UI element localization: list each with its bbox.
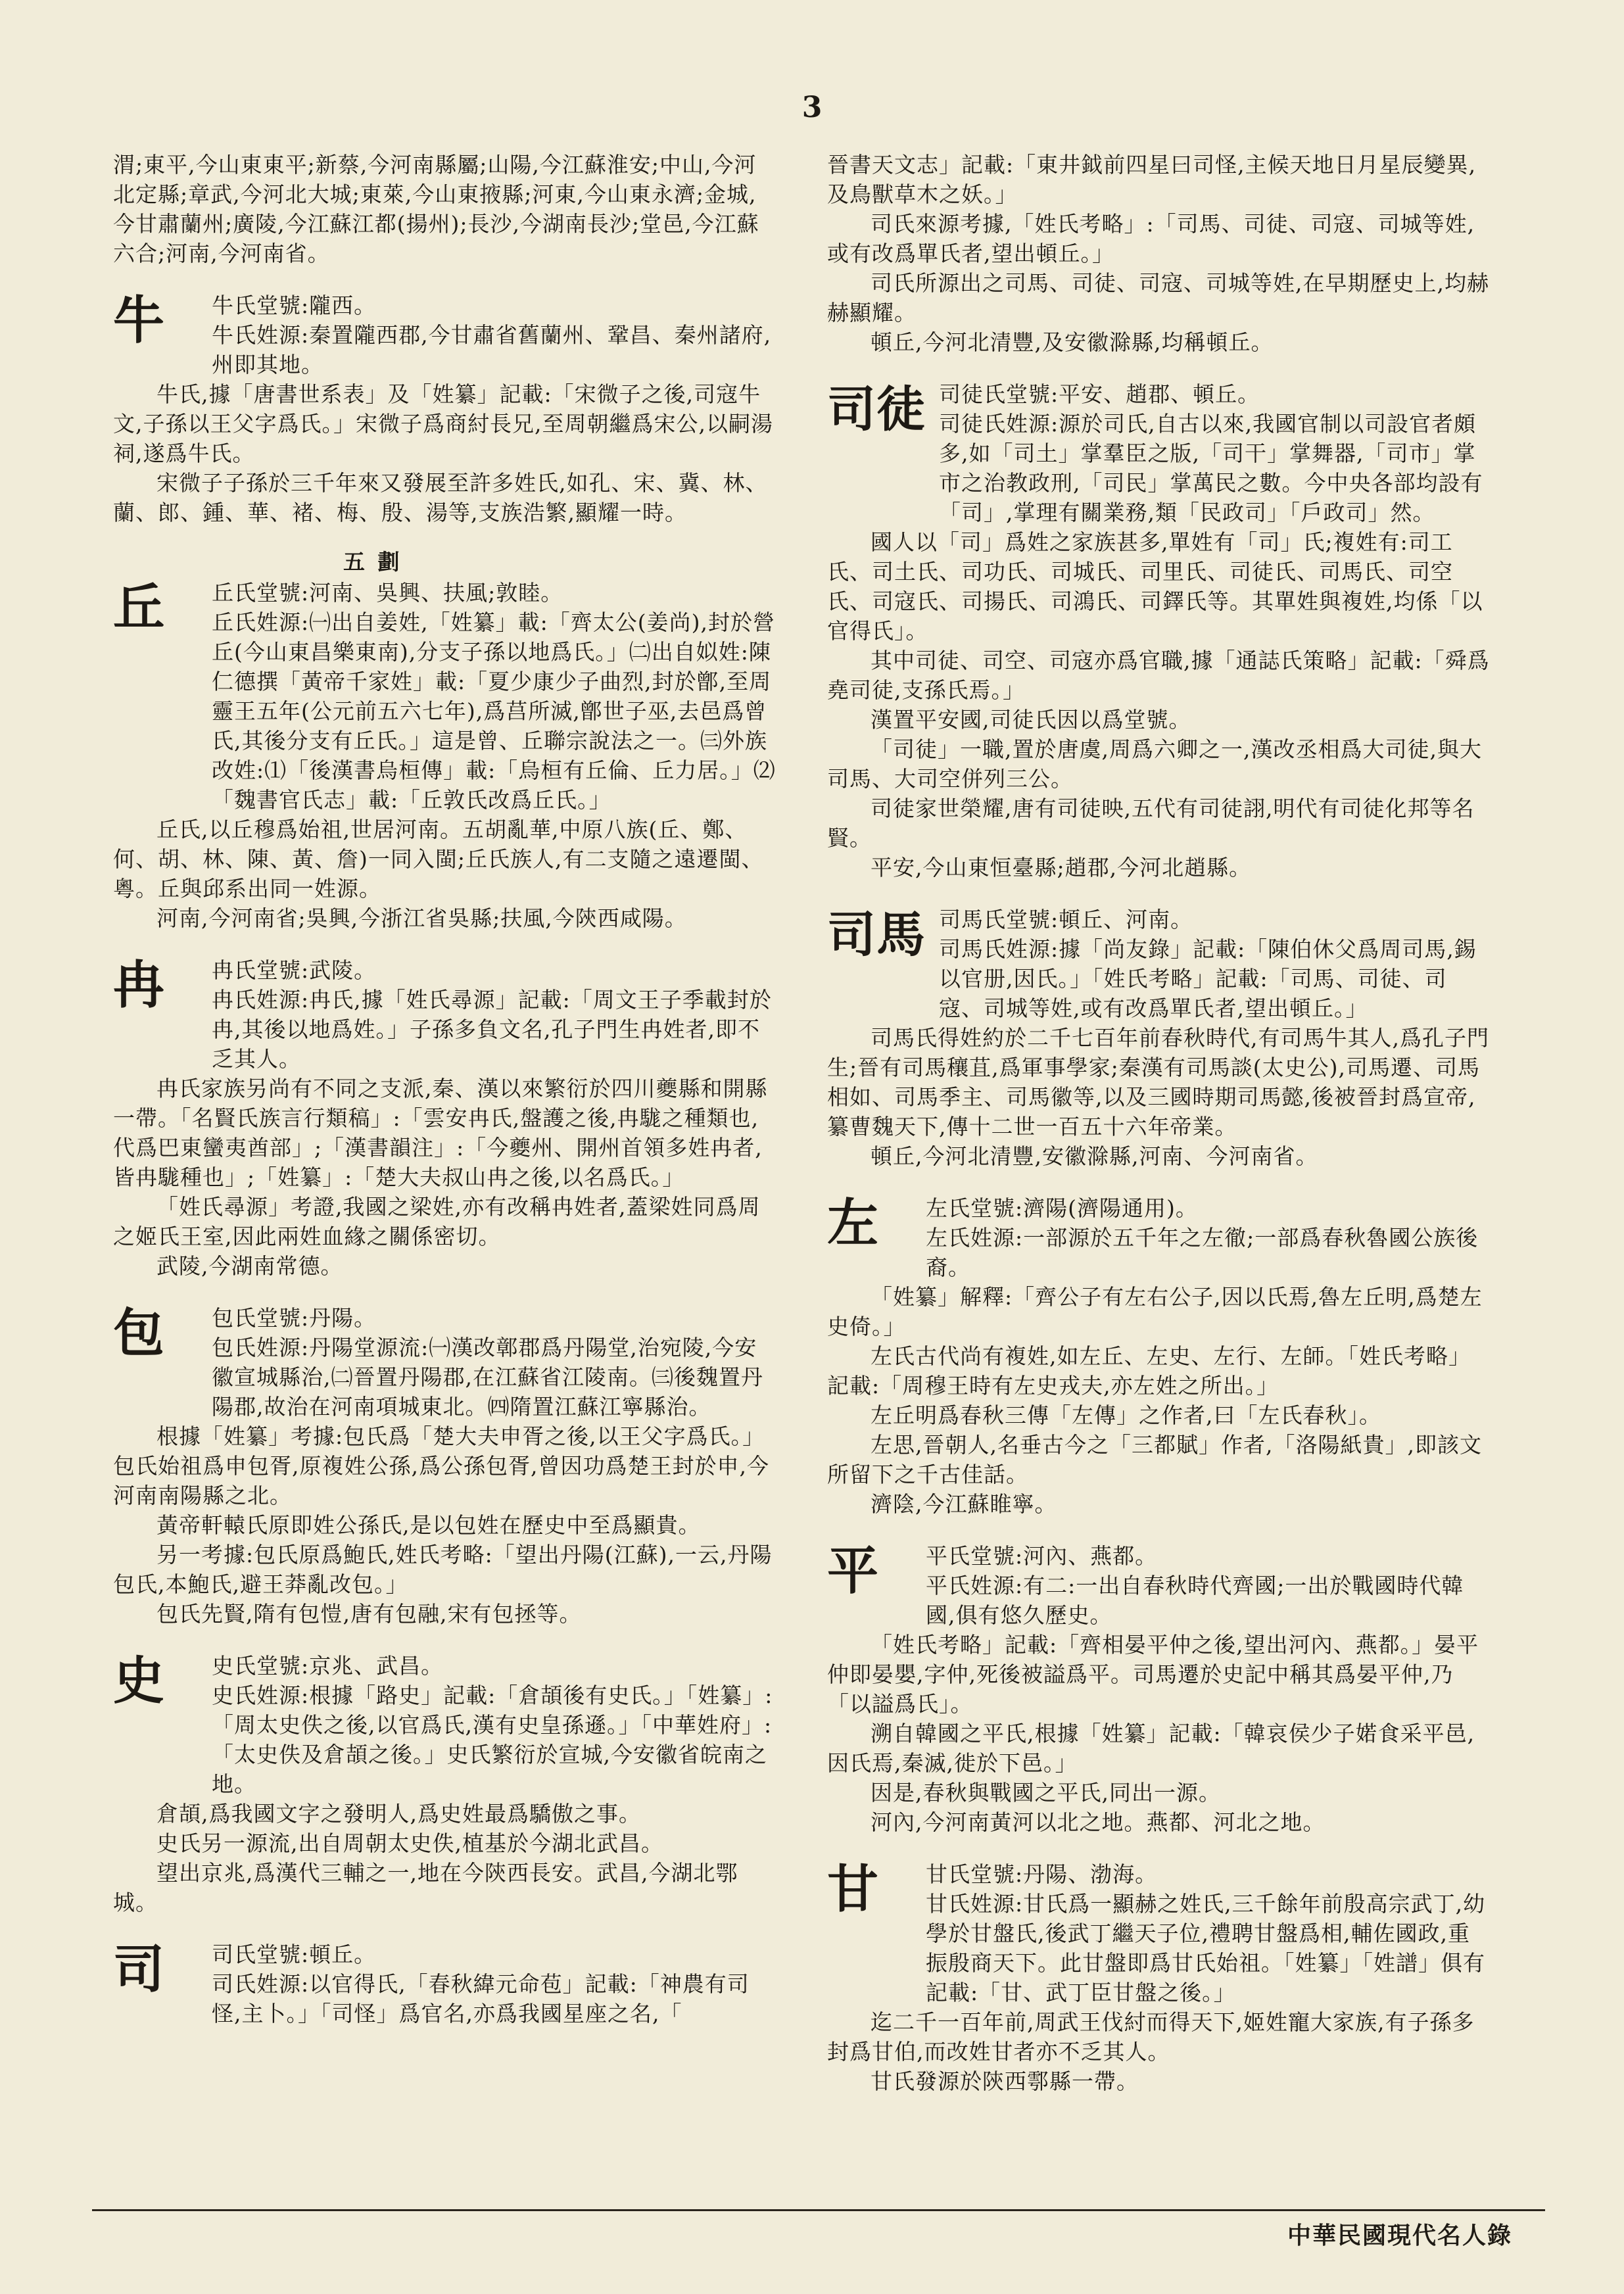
paragraph: 濟陰,今江蘇睢寧。 [871,1491,1057,1517]
paragraph: 牛氏,據「唐書世系表」及「姓纂」記載:「宋微子之後,司寇牛文,子孫以王父字爲氏。」宋微子爲商紂長兄,至周朝繼爲宋公,以嗣湯祠,遂爲牛氏。 [113,381,773,466]
surname-origin: 左氏姓源:一部源於五千年之左徹;一部爲春秋魯國公族後裔。 [926,1225,1479,1280]
paragraph: 丘氏,以丘穆爲始祖,世居河南。五胡亂華,中原八族(丘、鄭、何、胡、林、陳、黃、詹)一同入閩;丘氏族人,有二支隨之遠遷閩、粵。丘與邱系出同一姓源。 [113,817,764,901]
surname-glyph: 左 [827,1193,880,1253]
surname-glyph: 丘 [113,578,166,638]
footer-title: 中華民國現代名人錄 [1287,2222,1512,2249]
page-number: 3 [801,91,823,124]
paragraph: 其中司徒、司空、司寇亦爲官職,據「通誌氏策略」記載:「舜爲堯司徒,支孫氏焉。」 [827,648,1490,703]
paragraph: 溯自韓國之平氏,根據「姓纂」記載:「韓哀侯少子婼食采平邑,因氏焉,秦滅,徙於下邑。」 [827,1721,1475,1776]
surname-origin: 牛氏姓源:秦置隴西郡,今甘肅省舊蘭州、鞏昌、秦州諸府,州即其地。 [212,322,772,377]
paragraph: 武陵,今湖南常德。 [156,1253,343,1279]
paragraph: 左思,晉朝人,名垂古今之「三都賦」作者,「洛陽紙貴」,即該文所留下之千古佳話。 [827,1432,1482,1487]
right-column [827,150,1491,2096]
hall-name: 左氏堂號:濟陽(濟陽通用)。 [926,1195,1198,1221]
paragraph: 頓丘,今河北清豐,及安徽滁縣,均稱頓丘。 [871,329,1274,355]
entry-situ [827,379,1491,882]
paragraph: 「姓纂」解釋:「齊公子有左右公子,因以氏焉,魯左丘明,爲楚左史倚。」 [827,1284,1483,1339]
paragraph: 司氏所源出之司馬、司徒、司寇、司城等姓,在早期歷史上,均赫赫顯耀。 [827,270,1489,325]
surname-glyph: 牛 [113,291,166,350]
entry-ping [827,1541,1491,1837]
entry-sima [827,905,1491,1171]
paragraph: 國人以「司」爲姓之家族甚多,單姓有「司」氏;複姓有:司工氏、司土氏、司功氏、司城氏、司里氏、司徒氏、司馬氏、司空氏、司寇氏、司揚氏、司鴻氏、司鐸氏等。其單姓與複姓,均係「以官得氏」。 [827,529,1483,644]
entry-gan [827,1859,1491,2096]
entry-shi [113,1651,777,1917]
entry-ran [113,955,777,1281]
paragraph: 甘氏發源於陝西鄠縣一帶。 [871,2068,1139,2094]
paragraph: 左丘明爲春秋三傳「左傳」之作者,曰「左氏春秋」。 [871,1402,1381,1428]
surname-origin: 包氏姓源:丹陽堂源流:㈠漢改鄣郡爲丹陽堂,治宛陵,今安徽宣城縣治,㈡晉置丹陽郡,在江蘇省江陵南。㈢後魏置丹陽郡,故治在河南項城東北。㈣隋置江蘇江寧縣治。 [212,1335,763,1420]
hall-name: 司徒氏堂號:平安、趙郡、頓丘。 [939,381,1260,407]
hall-name: 史氏堂號:京兆、武昌。 [212,1653,444,1679]
surname-origin: 司氏姓源:以官得氏,「春秋緯元命苞」記載:「神農有司怪,主卜。」「司怪」爲官名,亦爲我國星座之名,「 [212,1971,750,2026]
paragraph: 頓丘,今河北清豐,安徽滁縣,河南、今河南省。 [871,1143,1318,1169]
surname-glyph: 包 [113,1303,166,1363]
surname-glyph: 司徒 [827,381,926,438]
paragraph: 「司徒」一職,置於唐虞,周爲六卿之一,漢改丞相爲大司徒,與大司馬、大司空併列三公。 [827,736,1482,792]
paragraph: 「姓氏尋源」考證,我國之梁姓,亦有改稱冉姓者,蓋梁姓同爲周之姬氏王室,因此兩姓血緣之關係密切。 [113,1194,761,1249]
surname-origin: 司馬氏姓源:據「尚友錄」記載:「陳伯休父爲周司馬,錫以官册,因氏。」「姓氏考略」記載:「司馬、司徒、司寇、司城等姓,或有改爲單氏者,望出頓丘。」 [939,936,1477,1021]
section-heading: 五 劃 [343,549,402,575]
paragraph: 因是,春秋與戰國之平氏,同出一源。 [871,1780,1221,1805]
hall-name: 平氏堂號:河內、燕都。 [926,1543,1158,1569]
hall-name: 甘氏堂號:丹陽、渤海。 [926,1861,1158,1887]
surname-glyph: 史 [113,1651,166,1711]
hall-name: 包氏堂號:丹陽。 [212,1305,377,1331]
surname-glyph: 平 [827,1541,880,1601]
entry-si [113,1940,777,2028]
paragraph: 「姓氏考略」記載:「齊相晏平仲之後,望出河內、燕都。」晏平仲即晏嬰,字仲,死後被謚爲平。司馬遷於史記中稱其爲晏平仲,乃「以謚爲氏」。 [827,1632,1479,1717]
paragraph: 平安,今山東恒臺縣;趙郡,今河北趙縣。 [871,855,1252,880]
paragraph: 另一考據:包氏原爲鮑氏,姓氏考略:「望出丹陽(江蘇),一云,丹陽包氏,本鮑氏,避王莽亂改包。」 [113,1542,773,1597]
paragraph: 司馬氏得姓約於二千七百年前春秋時代,有司馬牛其人,爲孔子門生;晉有司馬穰苴,爲軍事學家;秦漢有司馬談(太史公),司馬遷、司馬相如、司馬季主、司馬徽等,以及三國時期司馬懿,後被晉封爲宣帝,纂曹魏天下,傳十二世一百五十六年帝業。 [827,1025,1489,1139]
paragraph: 左氏古代尚有複姓,如左丘、左史、左行、左師。「姓氏考略」記載:「周穆王時有左史戎夫,亦左姓之所出。」 [827,1343,1471,1398]
paragraph: 漢置平安國,司徒氏因以爲堂號。 [871,707,1191,732]
surname-glyph: 冉 [113,955,166,1015]
paragraph: 黃帝軒轅氏原即姓公孫氏,是以包姓在歷史中至爲顯貴。 [156,1512,701,1538]
surname-origin: 甘氏姓源:甘氏爲一顯赫之姓氏,三千餘年前殷高宗武丁,幼學於甘盤氏,後武丁繼天子位,禮聘甘盤爲相,輔佐國政,重振殷商天下。此甘盤即爲甘氏始祖。「姓纂」「姓譜」俱有記載:「甘、武丁臣甘盤之後。」 [926,1891,1486,2005]
paragraph: 河南,今河南省;吳興,今浙江省吳縣;扶風,今陝西咸陽。 [156,905,687,931]
intro-paragraph: 渭;東平,今山東東平;新蔡,今河南縣屬;山陽,今江蘇淮安;中山,今河北定縣;章武,今河北大城;東萊,今山東掖縣;河東,今山東永濟;金城,今甘肅蘭州;廣陵,今江蘇江都(揚州);長沙,今湖南長沙;堂邑,今江蘇六合;河南,今河南省。 [113,152,759,266]
left-column [113,150,777,2028]
entry-zuo [827,1193,1491,1519]
surname-glyph: 司馬 [827,907,926,963]
paragraph: 司徒家世榮耀,唐有司徒映,五代有司徒詡,明代有司徒化邦等名賢。 [827,796,1475,851]
hall-name: 司馬氏堂號:頓丘、河南。 [939,907,1193,932]
surname-glyph: 司 [113,1940,166,1999]
paragraph: 根據「姓纂」考據:包氏爲「楚大夫申胥之後,以王父字爲氏。」包氏始祖爲申包胥,原複姓公孫,爲公孫包胥,曾因功爲楚王封於申,今河南南陽縣之北。 [113,1423,769,1508]
surname-origin: 司徒氏姓源:源於司氏,自古以來,我國官制以司設官者頗多,如「司土」掌羣臣之版,「司干」掌舞器,「司市」掌市之治教政刑,「司民」掌萬民之數。今中央各部均設有「司」,掌理有關業務,類「民政司」「戶政司」然。 [939,411,1483,525]
hall-name: 丘氏堂號:河南、吳興、扶風;敦睦。 [212,580,563,606]
paragraph: 冉氏家族另尚有不同之支派,秦、漢以來繁衍於四川夔縣和開縣一帶。「名賢氏族言行類稿」:「雲安冉氏,盤護之後,冉駹之種類也,代爲巴東蠻夷酋部」;「漢書韻注」:「今夔州、開州首領多姓冉者,皆冉駹種也」;「姓纂」:「楚大夫叔山冉之後,以名爲氏。」 [113,1076,768,1190]
entry-qiu [113,578,777,933]
paragraph: 望出京兆,爲漢代三輔之一,地在今陝西長安。武昌,今湖北鄂城。 [113,1860,738,1915]
hall-name: 冉氏堂號:武陵。 [212,957,377,983]
surname-origin: 平氏姓源:有二:一出自春秋時代齊國;一出於戰國時代韓國,俱有悠久歷史。 [926,1573,1464,1628]
paragraph: 倉頡,爲我國文字之發明人,爲史姓最爲驕傲之事。 [156,1801,641,1827]
surname-origin: 丘氏姓源:㈠出自姜姓,「姓纂」載:「齊太公(姜尚),封於營丘(今山東昌樂東南),分支子孫以地爲氏。」㈡出自姒姓:陳仁德撰「黃帝千家姓」載:「夏少康少子曲烈,封於鄫,至周靈王五年(公元前五六七年),爲莒所滅,鄫世子巫,去邑爲曾氏,其後分支有丘氏。」這是曾、丘聯宗說法之一。㈢外族改姓:⑴「後漢書烏桓傳」載:「烏桓有丘倫、丘力居。」⑵「魏書官氏志」載:「丘敦氏改爲丘氏。」 [212,609,776,813]
surname-glyph: 甘 [827,1859,880,1919]
paragraph: 宋微子子孫於三千年來又發展至許多姓氏,如孔、宋、冀、林、蘭、郎、鍾、華、褚、梅、殷、湯等,支族浩繁,顯耀一時。 [113,470,768,525]
hall-name: 牛氏堂號:隴西。 [212,293,377,318]
surname-origin: 冉氏姓源:冉氏,據「姓氏尋源」記載:「周文王子季載封於冉,其後以地爲姓。」子孫多負文名,孔子門生冉姓者,即不乏其人。 [212,987,772,1072]
entry-niu [113,291,777,527]
paragraph: 迄二千一百年前,周武王伐紂而得天下,姬姓寵大家族,有子孫多封爲甘伯,而改姓甘者亦不乏其人。 [827,2009,1475,2065]
hall-name: 司氏堂號:頓丘。 [212,1942,377,1967]
paragraph: 包氏先賢,隋有包愷,唐有包融,宋有包拯等。 [156,1601,582,1627]
paragraph: 晉書天文志」記載:「東井鉞前四星曰司怪,主候天地日月星辰變異,及鳥獸草木之妖。」 [827,152,1477,207]
paragraph: 司氏來源考據,「姓氏考略」:「司馬、司徒、司寇、司城等姓,或有改爲單氏者,望出頓丘。」 [827,211,1475,266]
paragraph: 史氏另一源流,出自周朝太史佚,植基於今湖北武昌。 [156,1830,663,1856]
entry-bao [113,1303,777,1629]
paragraph: 河內,今河南黃河以北之地。燕都、河北之地。 [871,1809,1325,1835]
footer-rule [92,2209,1545,2211]
surname-origin: 史氏姓源:根據「路史」記載:「倉頡後有史氏。」「姓纂」:「周太史佚之後,以官爲氏,漢有史皇孫遜。」「中華姓府」:「太史佚及倉頡之後。」史氏繁衍於宣城,今安徽省皖南之地。 [212,1683,773,1797]
